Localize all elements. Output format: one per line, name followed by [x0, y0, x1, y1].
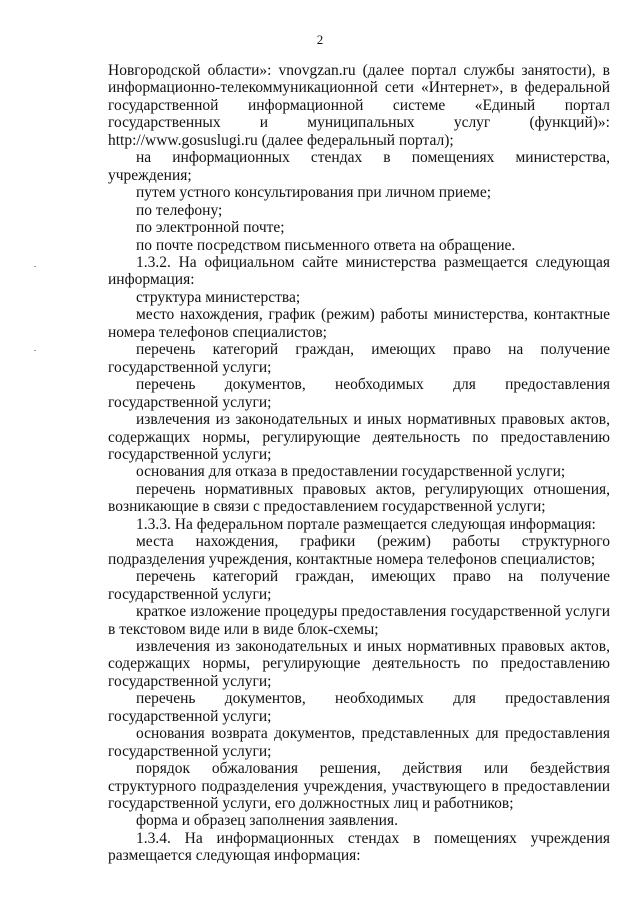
paragraph: на информационных стендах в помещениях министерства, учреждения;	[108, 149, 610, 184]
paragraph: по электронной почте;	[136, 219, 285, 237]
paragraph: порядок обжалования решения, действия или бездействия структурного подразделения учреждения, участвующего в предоставлении государственной услуги, его должностных лиц и работников;	[108, 760, 610, 813]
margin-mark	[34, 350, 36, 351]
section-heading: 1.3.4. На информационных стендах в помещениях учреждения размещается следующая информация:	[108, 829, 610, 865]
paragraph: путем устного консультирования при личном приеме;	[136, 184, 492, 202]
document-body	[108, 62, 610, 865]
margin-mark	[34, 266, 36, 267]
paragraph: основания для отказа в предоставлении государственной услуги;	[136, 463, 566, 481]
paragraph: перечень документов, необходимых для предоставления государственной услуги;	[108, 690, 610, 725]
paragraph: извлечения из законодательных и иных нормативных правовых актов, содержащих нормы, регулирующие деятельность по предоставлению государственной услуги;	[108, 637, 610, 690]
paragraph: перечень категорий граждан, имеющих право на получение государственной услуги;	[108, 568, 610, 603]
paragraph: краткое изложение процедуры предоставления государственной услуги в текстовом виде или в виде блок-схемы;	[108, 603, 610, 638]
paragraph: места нахождения, графики (режим) работы структурного подразделения учреждения, контактные номера телефонов специалистов;	[108, 533, 610, 568]
page-number: 2	[316, 32, 324, 47]
paragraph: извлечения из законодательных и иных нормативных правовых актов, содержащих нормы, регулирующие деятельность по предоставлению государственной услуги;	[108, 411, 610, 463]
section-heading: 1.3.2. На официальном сайте министерства размещается следующая информация:	[108, 253, 610, 289]
paragraph: структура министерства;	[136, 288, 301, 306]
paragraph: по телефону;	[136, 201, 223, 219]
paragraph: по почте посредством письменного ответа на обращение.	[136, 236, 516, 254]
paragraph: Новгородской области»: vnovgzan.ru (далее портал службы занятости), в информационно-телекоммуникационной сети «Интернет», в федеральной государственной информационной системе «Единый портал государственных и муниципальных услуг (функций)»: http://www.gosuslugi.ru (далее федеральный портал);	[108, 62, 610, 149]
paragraph: место нахождения, график (режим) работы министерства, контактные номера телефонов специалистов;	[108, 306, 610, 341]
paragraph: перечень документов, необходимых для предоставления государственной услуги;	[108, 376, 610, 411]
section-heading: 1.3.3. На федеральном портале размещается следующая информация:	[136, 515, 596, 533]
paragraph: перечень нормативных правовых актов, регулирующих отношения, возникающие в связи с предоставлением государственной услуги;	[108, 480, 610, 516]
paragraph: форма и образец заполнения заявления.	[136, 812, 398, 830]
paragraph: основания возврата документов, представленных для предоставления государственной услуги;	[108, 725, 610, 760]
paragraph: перечень категорий граждан, имеющих право на получение государственной услуги;	[108, 341, 610, 376]
